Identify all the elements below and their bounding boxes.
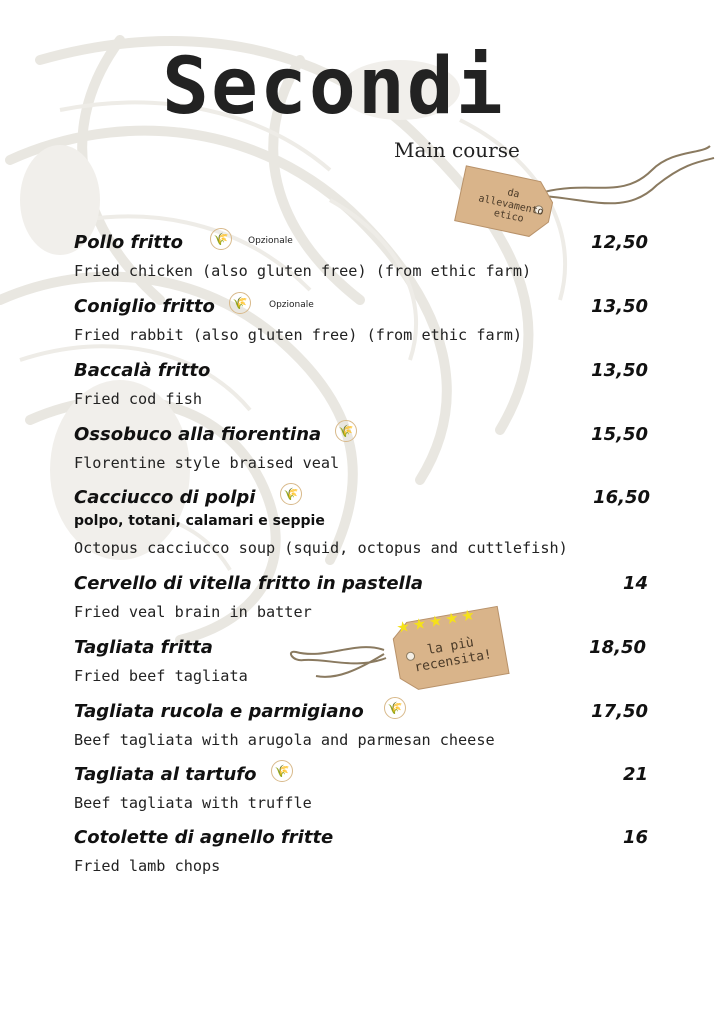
review-tag-text: la più recensita!	[413, 635, 493, 676]
item-price: 15,50	[591, 424, 648, 445]
item-description: Fried beef tagliata	[74, 667, 248, 685]
farm-tag-text: da allevamento etico	[477, 187, 545, 225]
page-subtitle: Main course	[394, 138, 520, 162]
item-name: Tagliata rucola e parmigiano	[74, 701, 364, 722]
gluten-free-icon: 🌾	[210, 228, 232, 250]
item-description: Fried chicken (also gluten free) (from ethic farm)	[74, 262, 532, 280]
item-description: Beef tagliata with arugola and parmesan cheese	[74, 731, 495, 749]
item-price: 13,50	[591, 360, 648, 381]
gluten-free-icon: 🌾	[271, 760, 293, 782]
item-name: Ossobuco alla fiorentina	[74, 424, 322, 445]
gluten-free-icon: 🌾	[384, 697, 406, 719]
item-description: Octopus cacciucco soup (squid, octopus and cuttlefish)	[74, 539, 568, 557]
item-price: 13,50	[591, 296, 648, 317]
page-title: Secondi	[162, 42, 505, 132]
optional-label: Opzionale	[248, 236, 293, 246]
item-price: 16	[622, 827, 648, 848]
item-name: Baccalà fritto	[74, 360, 211, 381]
item-subtitle: polpo, totani, calamari e seppie	[74, 513, 325, 529]
item-name: Coniglio fritto	[74, 296, 215, 317]
item-price: 14	[622, 573, 648, 594]
item-name: Cotolette di agnello fritte	[74, 827, 334, 848]
item-price: 16,50	[593, 487, 650, 508]
rating-stars: ★★★★★	[395, 604, 480, 638]
item-description: Fried rabbit (also gluten free) (from ethic farm)	[74, 326, 523, 344]
item-description: Beef tagliata with truffle	[74, 794, 312, 812]
gluten-free-icon: 🌾	[229, 292, 251, 314]
item-name: Pollo fritto	[74, 232, 183, 253]
item-name: Tagliata al tartufo	[74, 764, 257, 785]
item-description: Fried cod fish	[74, 390, 203, 408]
item-description: Florentine style braised veal	[74, 454, 340, 472]
item-name: Tagliata fritta	[74, 637, 213, 658]
item-description: Fried veal brain in batter	[74, 603, 312, 621]
item-price: 17,50	[591, 701, 648, 722]
gluten-free-icon: 🌾	[335, 420, 357, 442]
item-name: Cervello di vitella fritto in pastella	[74, 573, 424, 594]
item-name: Cacciucco di polpi	[74, 487, 256, 508]
optional-label: Opzionale	[269, 300, 314, 310]
item-price: 21	[622, 764, 648, 785]
item-price: 12,50	[591, 232, 648, 253]
item-price: 18,50	[589, 637, 646, 658]
gluten-free-icon: 🌾	[280, 483, 302, 505]
item-description: Fried lamb chops	[74, 857, 221, 875]
